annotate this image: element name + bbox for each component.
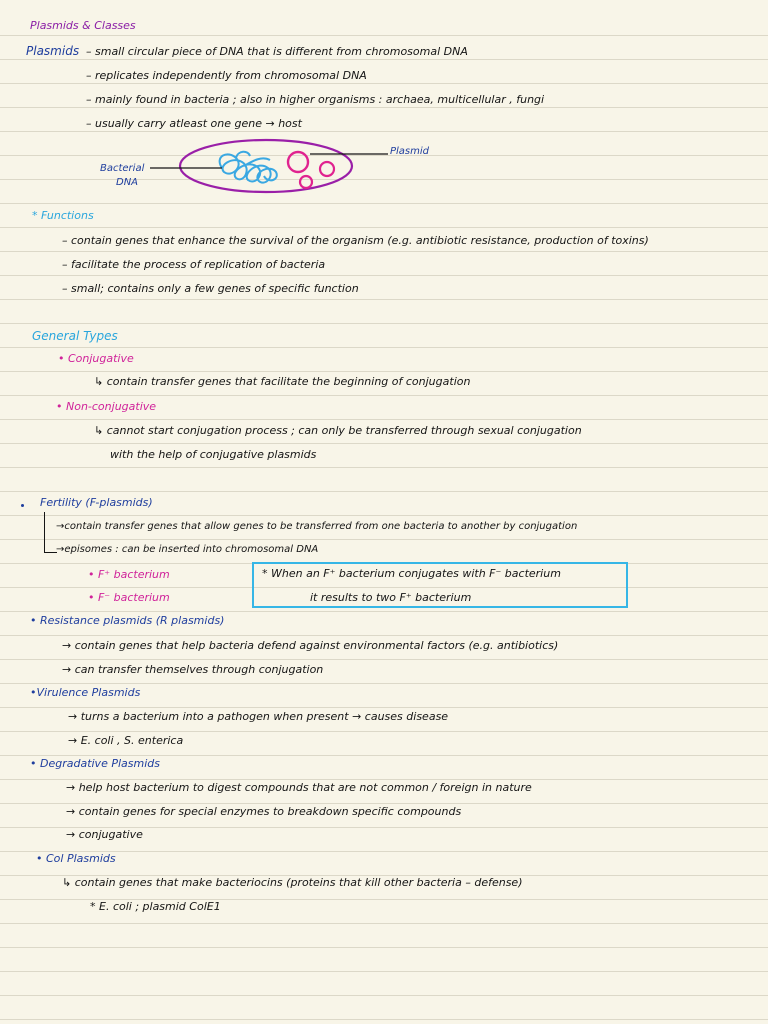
fertility-note-line-2: it results to two F⁺ bacterium: [310, 591, 472, 604]
degradative-line-1: → help host bacterium to digest compounds that are not common / foreign in nature: [66, 781, 532, 794]
dna-label: DNA: [116, 177, 139, 188]
intro-line-1: – small circular piece of DNA that is different from chromosomal DNA: [86, 45, 468, 58]
resistance-title: • Resistance plasmids (R plasmids): [30, 614, 225, 627]
degradative-line-2: → contain genes for special enzymes to breakdown specific compounds: [66, 805, 462, 818]
conjugative-label: • Conjugative: [58, 352, 134, 365]
virulence-line-2: → E. coli , S. enterica: [68, 734, 184, 747]
intro-line-4: – usually carry atleast one gene → host: [86, 117, 302, 130]
plasmid-label: Plasmid: [390, 146, 430, 157]
col-line-1: ↳ contain genes that make bacteriocins (proteins that kill other bacteria – defense): [62, 876, 523, 889]
resistance-line-2: → can transfer themselves through conjugation: [62, 663, 324, 676]
resistance-line-1: → contain genes that help bacteria defend against environmental factors (e.g. antibiotics): [62, 639, 559, 652]
non-conjugative-label: • Non-conjugative: [56, 400, 157, 413]
col-title: • Col Plasmids: [36, 852, 116, 865]
bacterial-label: Bacterial: [100, 163, 145, 174]
fertility-line-2: →episomes : can be inserted into chromosomal DNA: [56, 544, 319, 555]
bacterial-dna-coil: [220, 152, 277, 183]
function-item-3: – small; contains only a few genes of specific function: [62, 282, 359, 295]
fertility-title: Fertility (F-plasmids): [40, 496, 153, 509]
conjugative-desc: ↳ contain transfer genes that facilitate the beginning of conjugation: [94, 375, 471, 388]
col-line-2: * E. coli ; plasmid ColE1: [90, 900, 221, 913]
f-plus-label: • F⁺ bacterium: [88, 568, 170, 581]
degradative-line-3: → conjugative: [66, 828, 143, 841]
page-heading: Plasmids & Classes: [30, 19, 136, 32]
virulence-title: •Virulence Plasmids: [30, 686, 141, 699]
plasmid-ring-small: [320, 162, 334, 176]
intro-line-3: – mainly found in bacteria ; also in higher organisms : archaea, multicellular , fungi: [86, 93, 545, 106]
plasmid-ring-bottom: [300, 176, 312, 188]
fertility-bullet: [21, 504, 24, 507]
f-minus-label: • F⁻ bacterium: [88, 591, 170, 604]
intro-line-2: – replicates independently from chromosomal DNA: [86, 69, 367, 82]
function-item-1: – contain genes that enhance the survival of the organism (e.g. antibiotic resistance, production of toxins): [62, 234, 649, 247]
function-item-2: – facilitate the process of replication of bacteria: [62, 258, 326, 271]
functions-title: * Functions: [32, 209, 94, 222]
fertility-note-line-1: * When an F⁺ bacterium conjugates with F⁻ bacterium: [262, 567, 561, 580]
non-conjugative-desc-2: with the help of conjugative plasmids: [110, 448, 317, 461]
fertility-line-1: →contain transfer genes that allow genes to be transferred from one bacteria to another by conjugation: [56, 521, 578, 532]
non-conjugative-desc-1: ↳ cannot start conjugation process ; can only be transferred through sexual conjugation: [94, 424, 582, 437]
plasmid-ring-large: [288, 152, 308, 172]
plasmids-term: Plasmids: [26, 44, 80, 58]
general-types-title: General Types: [32, 329, 118, 343]
degradative-title: • Degradative Plasmids: [30, 757, 160, 770]
virulence-line-1: → turns a bacterium into a pathogen when present → causes disease: [68, 710, 449, 723]
